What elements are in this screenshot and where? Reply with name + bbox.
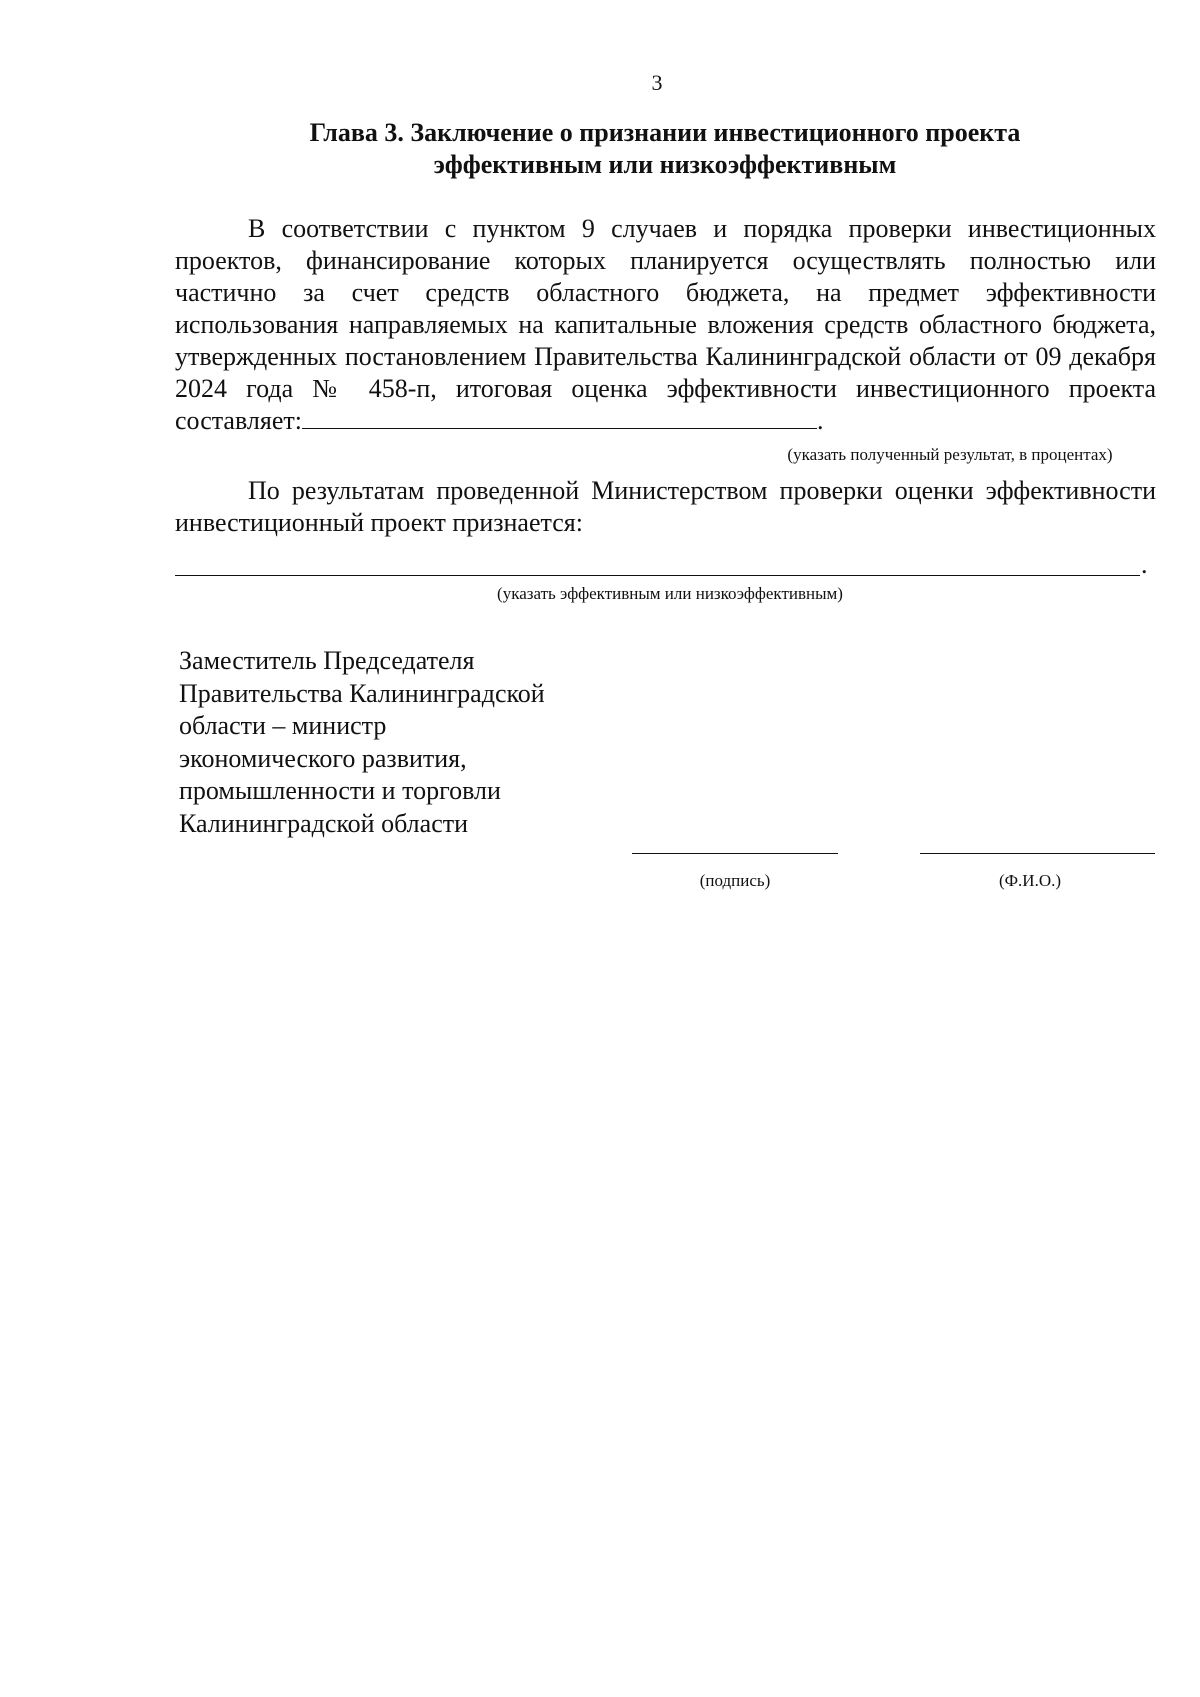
result-hint: (указать полученный результат, в процентах) [787, 445, 1113, 464]
paragraph-recognition: По результатам проведенной Министерством проверки оценки эффективности инвестиционный проект признается: [175, 476, 1156, 537]
signer-position [179, 645, 545, 840]
signer-line: Заместитель Председателя [179, 646, 475, 675]
recognition-hint: (указать эффективным или низкоэффективным) [497, 584, 843, 603]
full-name-hint: (Ф.И.О.) [998, 871, 1062, 890]
page-number: 3 [651, 70, 663, 95]
signature-hint: (подпись) [699, 871, 771, 890]
recognition-end: . [1141, 550, 1148, 579]
signer-line: промышленности и торговли [179, 776, 501, 805]
paragraph-efficiency-text: В соответствии с пунктом 9 случаев и порядка проверки инвестиционных проектов, финансирование которых планируется осуществлять полностью или частично за счет средств областного бюджета, на предмет эффективности использования направляемых на капитальные вложения средств областного бюджета, утвержденных постановлением Правительства Калининградской области от 09 декабря 2024 года № 458-п, итоговая оценка эффективности инвестиционного проекта составляет: [175, 214, 1156, 435]
full-name-fill-line[interactable] [920, 853, 1155, 854]
paragraph-efficiency-assessment [175, 213, 1156, 437]
paragraph-efficiency-end: . [816, 406, 824, 435]
signer-line: экономического развития, [179, 743, 467, 773]
result-fill-line[interactable] [302, 408, 817, 429]
chapter-title-line-1: Глава 3. Заключение о признании инвестиционного проекта [309, 118, 1021, 147]
signature-fill-line[interactable] [632, 853, 838, 854]
chapter-title-line-2: эффективным или низкоэффективным [433, 150, 897, 179]
signer-line: области – министр [179, 711, 387, 740]
chapter-title [175, 117, 1155, 181]
recognition-fill-line[interactable] [175, 575, 1140, 576]
signer-line: Калининградской области [179, 808, 469, 838]
signer-line: Правительства Калининградской [179, 678, 545, 708]
